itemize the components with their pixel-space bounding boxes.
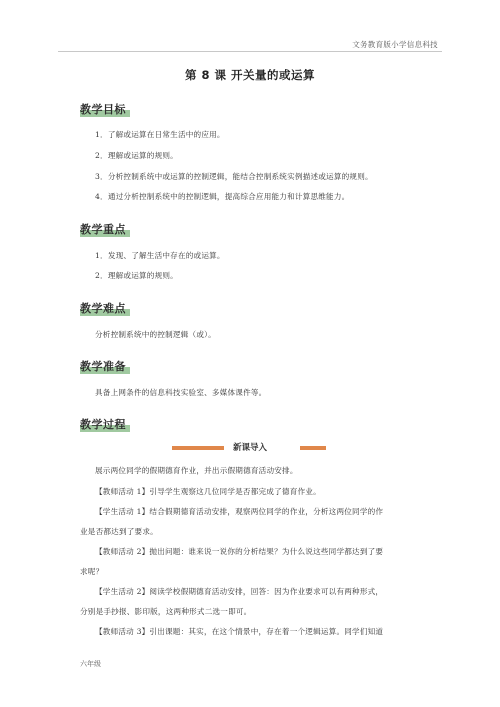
process-line: 业是否都达到了要求。 — [80, 527, 158, 536]
process-line: 【学生活动 2】阅读学校假期德育活动安排，回答：因为作业要求可以有两种形式， — [95, 587, 384, 596]
section-heading-key-points: 教学重点 — [80, 221, 126, 237]
section-heading-preparation: 教学准备 — [80, 358, 126, 374]
section-heading-difficulties: 教学难点 — [80, 300, 126, 316]
preparation-item: 具备上网条件的信息科技实验室、多媒体课件等。 — [95, 388, 267, 397]
process-line: 【教师活动 3】引出课题：其实，在这个情景中，存在着一个逻辑运算。同学们知道 — [95, 627, 384, 636]
header-rule — [58, 51, 442, 52]
goal-item: 3．分析控制系统中或运算的控制逻辑，能结合控制系统实例描述或运算的规则。 — [95, 172, 373, 181]
key-point-item: 2．理解或运算的规则。 — [95, 271, 178, 280]
goal-item: 2．理解或运算的规则。 — [95, 151, 178, 160]
process-line: 展示两位同学的假期德育作业，并出示假期德育活动安排。 — [95, 466, 298, 475]
section-heading-process: 教学过程 — [80, 416, 126, 432]
difficulty-item: 分析控制系统中的控制逻辑（或）。 — [95, 330, 216, 339]
process-line: 分别是手抄报、影印版，这两种形式二选一即可。 — [80, 607, 252, 616]
section-heading-goals: 教学目标 — [80, 101, 126, 117]
key-point-item: 1．发现、了解生活中存在的或运算。 — [95, 251, 225, 260]
page-title: 第 8 课 开关量的或运算 — [184, 68, 315, 82]
goal-item: 1．了解或运算在日常生活中的应用。 — [95, 130, 225, 139]
process-line: 【教师活动 1】引导学生观察这几位同学是否都完成了德育作业。 — [95, 487, 321, 496]
process-line: 【教师活动 2】抛出问题：谁来说一说你的分析结果？为什么说这些同学都达到了要 — [95, 547, 384, 556]
goal-item: 4．通过分析控制系统中的控制逻辑，提高综合应用能力和计算思维能力。 — [95, 192, 350, 201]
header-series: 文务教育版小学信息科技 — [352, 40, 438, 49]
subheading-intro: 新课导入 — [0, 441, 500, 455]
footer-grade: 六年级 — [80, 660, 101, 668]
process-line: 求呢？ — [80, 567, 104, 576]
process-line: 【学生活动 1】结合假期德育活动安排，观察两位同学的作业，分析这两位同学的作 — [95, 507, 384, 516]
